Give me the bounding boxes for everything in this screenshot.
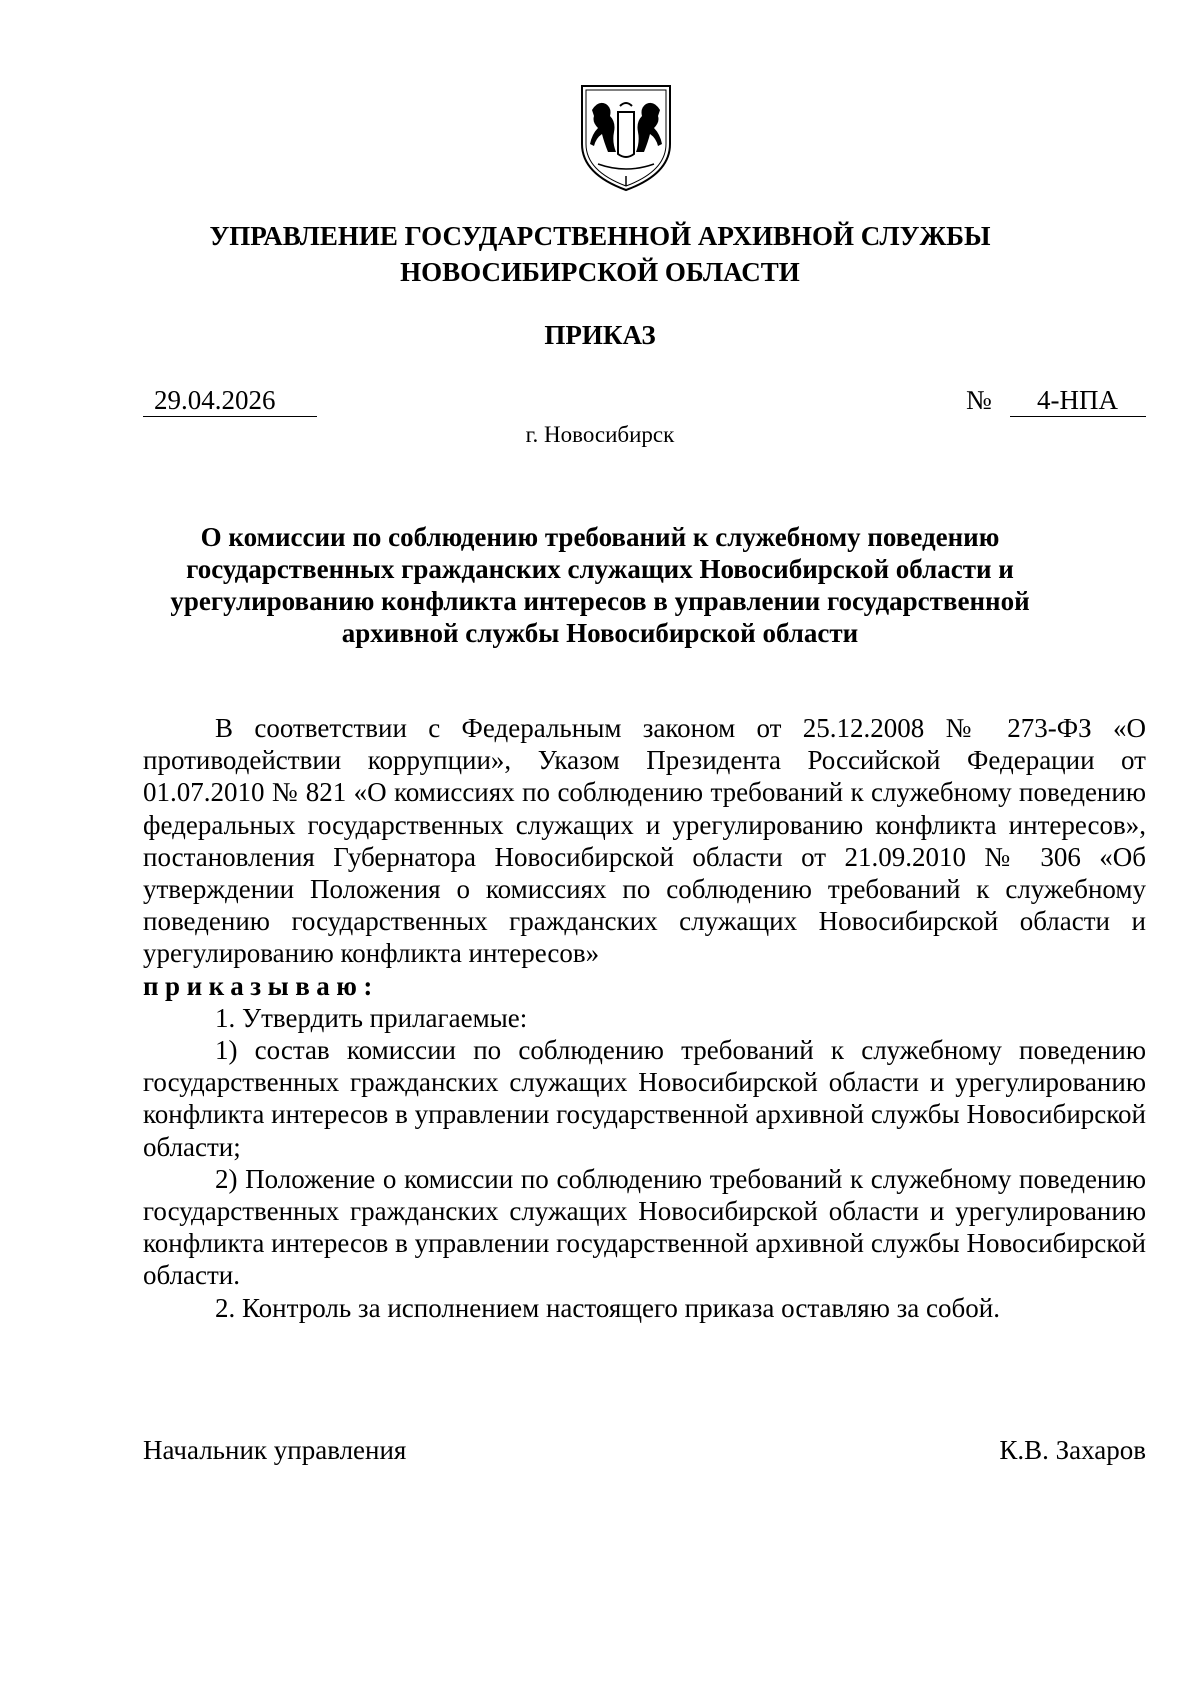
preamble-text: В соответствии с Федеральным законом от 25.12.2008 № 273-ФЗ «О противодействии коррупции», Указом Президента Российской Федерации от 01.07.2010 № 821 «О комиссиях по соблюдению требований к служебному поведению федеральных государственных служащих и урегулированию конфликта интересов», постановления Губернатора Новосибирской области от 21.09.2010 № 306 «Об утверждении Положения о комиссиях по соблюдению требований к служебному поведению государственных гражданских служащих Новосибирской области и урегулированию конфликта интересов» [143,713,1146,969]
item-2: 2. Контроль за исполнением настоящего приказа оставляю за собой. [215,1292,1000,1323]
item-1-1: 1) состав комиссии по соблюдению требований к служебному поведению государственных гражданских служащих Новосибирской области и урегулированию конфликта интересов в управлении государственной архивной службы Новосибирской области; [143,1035,1146,1162]
order-word: приказываю: [143,970,379,1001]
subject-line-1: О комиссии по соблюдению требований к служебному поведению [200,522,1000,552]
item-1: 1. Утвердить прилагаемые: [215,1002,528,1033]
subject-line-2: государственных гражданских служащих Новосибирской области и [186,554,1014,584]
document-type: ПРИКАЗ [544,320,656,350]
preamble-paragraph [143,712,1146,970]
document-number: 4-НПА [1010,384,1146,417]
subject-line-4: архивной службы Новосибирской области [341,618,859,648]
document-body [143,712,1146,1324]
organization-title-line-2: НОВОСИБИРСКОЙ ОБЛАСТИ [400,257,800,287]
city-name: г. Новосибирск [525,422,675,447]
coat-of-arms-icon [578,82,674,194]
document-subject [160,521,1040,649]
organization-title-line-1: УПРАВЛЕНИЕ ГОСУДАРСТВЕННОЙ АРХИВНОЙ СЛУЖБЫ [209,221,991,251]
organization-title [150,218,1050,290]
number-sign: № [966,385,992,415]
item-1-2: 2) Положение о комиссии по соблюдению требований к служебному поведению государственных гражданских служащих Новосибирской области и урегулированию конфликта интересов в управлении государственной архивной службы Новосибирской области. [143,1163,1146,1291]
signatory-name: К.В. Захаров [999,1435,1146,1465]
signatory-position: Начальник управления [143,1435,407,1465]
document-date: 29.04.2026 [143,384,317,417]
subject-line-3: урегулированию конфликта интересов в управлении государственной [170,586,1030,616]
order-word-paragraph [143,970,1146,1002]
